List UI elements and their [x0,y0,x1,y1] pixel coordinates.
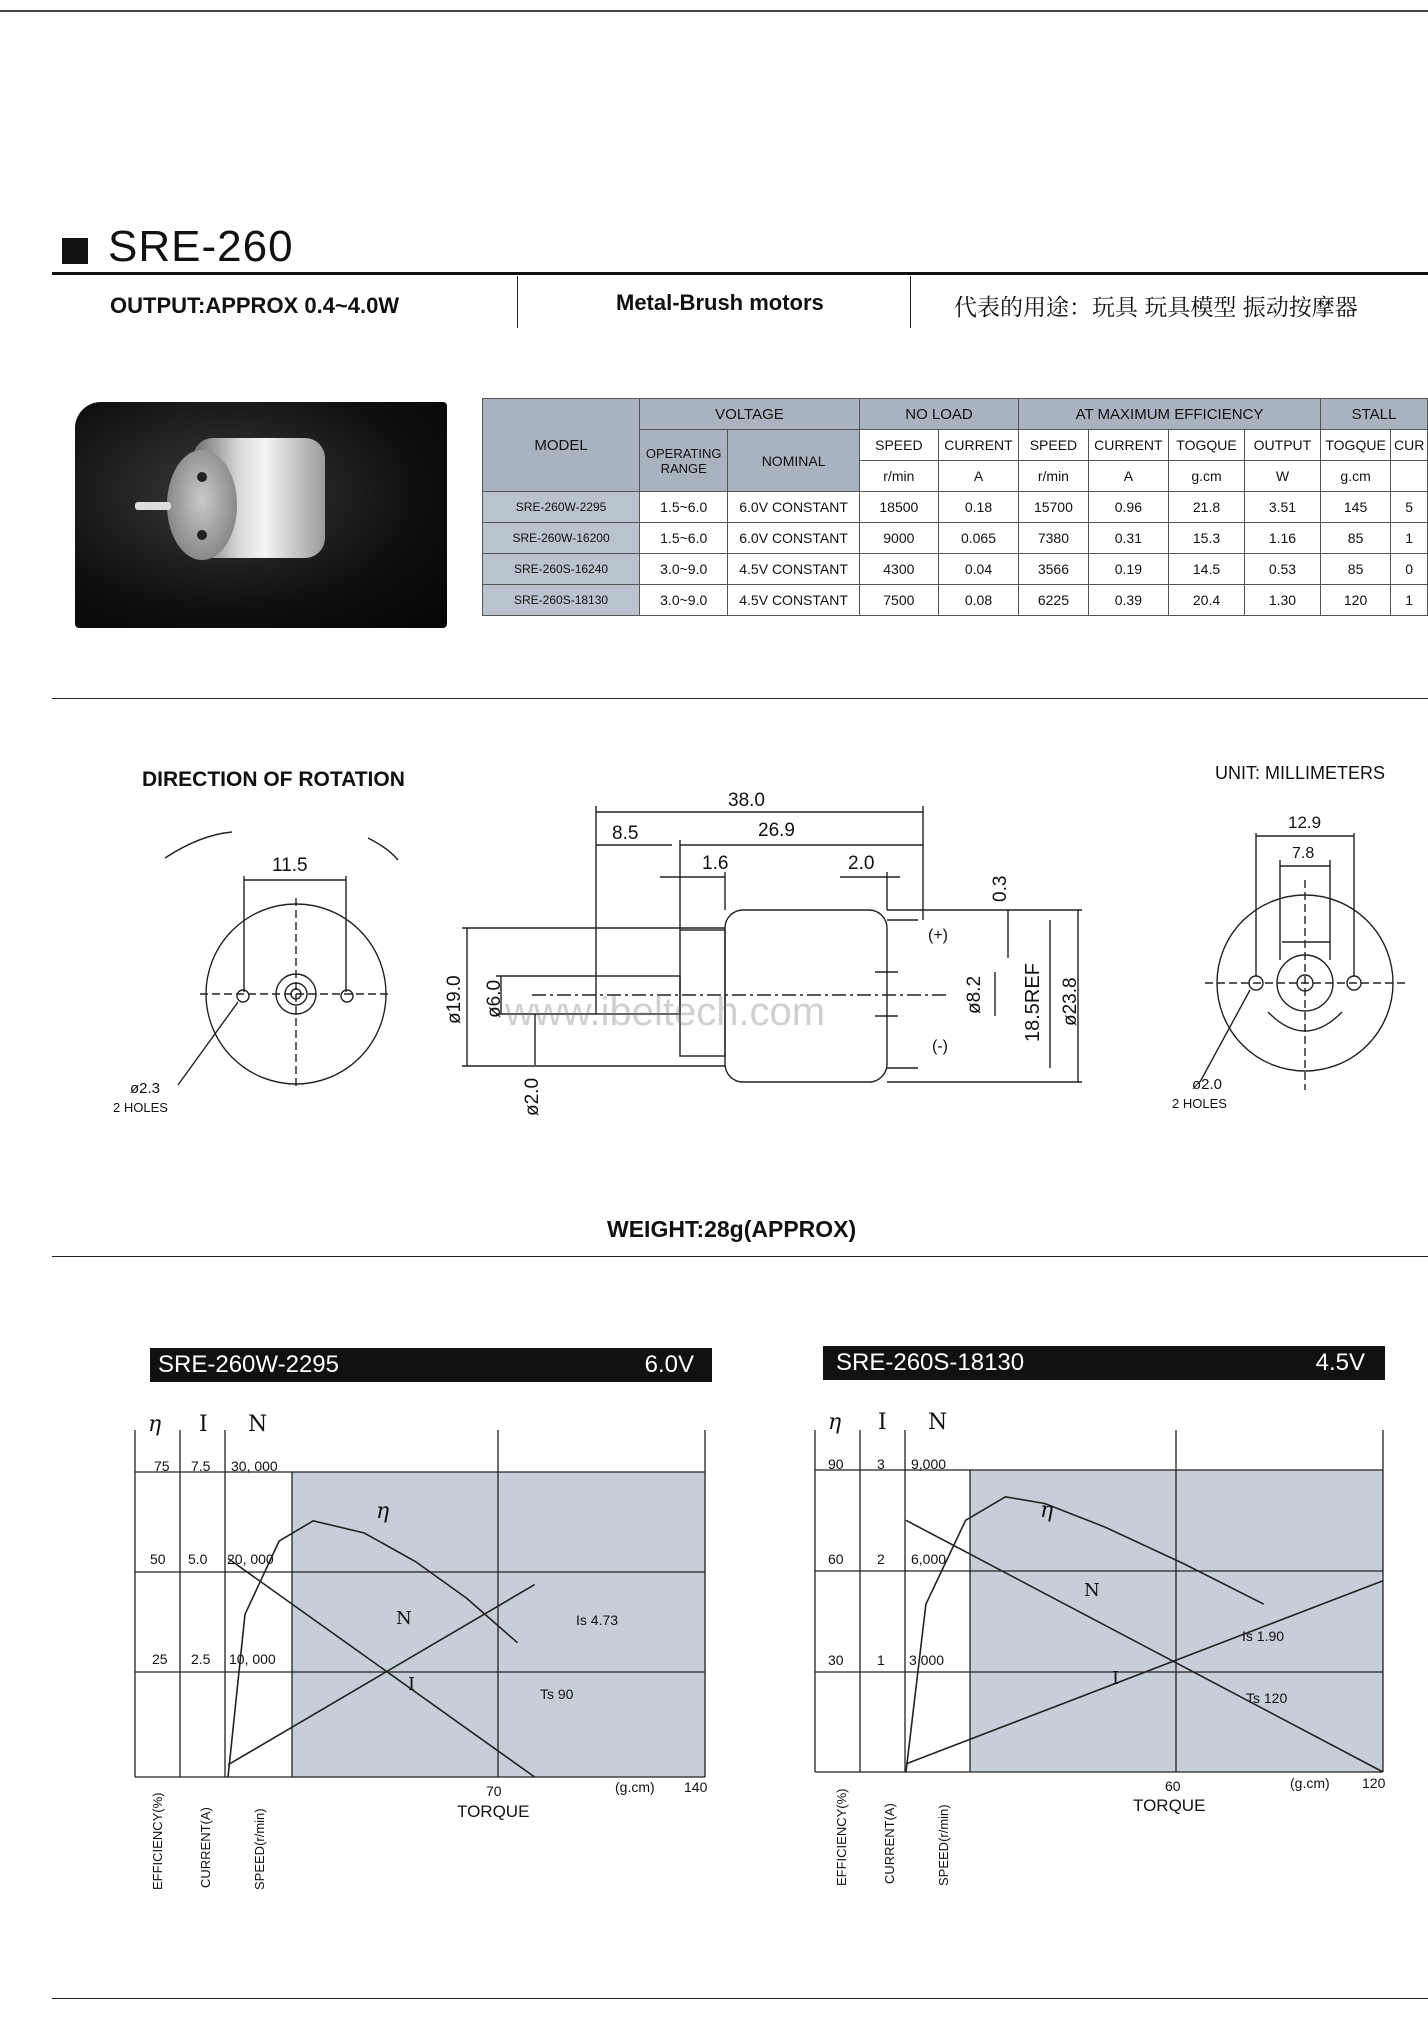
value-cell: 15.3 [1169,523,1245,554]
unit-cell: g.cm [1320,461,1390,492]
value-cell: 0.08 [938,585,1018,616]
weight-label: WEIGHT:28g(APPROX) [607,1216,857,1242]
chart-1-n-symbol: N [248,1412,268,1437]
chart-2-is-label: Is 1.90 [1242,1628,1285,1644]
chart-2-eta-symbol: η [828,1410,842,1435]
model-cell: SRE-260S-18130 [483,585,640,616]
cur-tick: 2 [877,1551,885,1567]
chart-1-voltage: 6.0V [644,1351,694,1378]
st-current-header: CUR [1391,430,1428,461]
chart-1-ts-label: Ts 90 [540,1686,574,1702]
chart-2-n-label: N [1084,1580,1100,1601]
dim-11-5: 11.5 [272,855,308,876]
value-cell: 15700 [1019,492,1089,523]
chart-1-eta-symbol: η [148,1412,162,1437]
unit-cell: A [1088,461,1168,492]
range-cell: 1.5~6.0 [640,523,728,554]
value-cell: 1.30 [1245,585,1321,616]
value-cell: 0.31 [1088,523,1168,554]
value-cell: 3566 [1019,554,1089,585]
chart-1-plot [130,1420,720,1790]
dim-8-2: ø8.2 [964,975,985,1014]
chart-2-i-label: I [1112,1668,1120,1689]
unit-cell: r/min [1019,461,1089,492]
chart-1-x-unit: (g.cm) [615,1779,655,1795]
spd-tick: 20, 000 [227,1551,274,1567]
value-cell: 0.18 [938,492,1018,523]
value-cell: 85 [1320,523,1390,554]
dim-19: ø19.0 [444,975,465,1024]
chart-1-is-label: Is 4.73 [576,1612,619,1628]
value-cell: 9000 [859,523,938,554]
max-eff-header: AT MAXIMUM EFFICIENCY [1019,399,1321,430]
st-torque-header: TOGQUE [1320,430,1390,461]
value-cell: 21.8 [1169,492,1245,523]
chart-2-cur-axis-name: CURRENT(A) [882,1803,897,1884]
rotation-arc [165,832,232,858]
unit-cell: r/min [859,461,938,492]
value-cell: 1 [1391,523,1428,554]
value-cell: 1 [1391,585,1428,616]
me-current-header: CURRENT [1088,430,1168,461]
cur-tick: 7.5 [191,1458,211,1474]
chart-2-title: SRE-260S-18130 [836,1349,1025,1376]
dim-2-0-vertical: ø2.0 [522,1077,543,1116]
model-cell: SRE-260S-16240 [483,554,640,585]
nl-speed-header: SPEED [859,430,938,461]
value-cell: 14.5 [1169,554,1245,585]
chart-1-title: SRE-260W-2295 [158,1351,339,1378]
terminal-minus: (-) [932,1038,948,1055]
value-cell: 85 [1320,554,1390,585]
chart-1-eff-axis-name: EFFICIENCY(%) [150,1792,165,1890]
eff-tick: 50 [150,1551,166,1567]
cur-tick: 3 [877,1456,885,1472]
value-cell: 145 [1320,492,1390,523]
eff-tick: 75 [154,1458,170,1474]
terminal-plus: (+) [928,927,948,944]
dim-7-8: 7.8 [1292,845,1315,862]
model-header: MODEL [483,399,640,492]
hole-dia-left: ø2.3 [130,1080,161,1097]
chart-1-x-max: 140 [684,1779,708,1795]
dim-0-3: 0.3 [990,875,1011,902]
chart-2-x-unit: (g.cm) [1290,1775,1330,1791]
chart-1-eta-label: η [376,1499,390,1524]
value-cell: 20.4 [1169,585,1245,616]
rotation-label: DIRECTION OF ROTATION [142,768,405,791]
spd-tick: 9,000 [911,1456,947,1472]
me-output-header: OUTPUT [1245,430,1321,461]
range-cell: 3.0~9.0 [640,554,728,585]
dim-23-8: ø23.8 [1060,977,1081,1026]
eff-tick: 60 [828,1551,844,1567]
chart-2-n-symbol: N [928,1410,948,1435]
chart-1-x-mid: 70 [486,1783,502,1799]
value-cell: 120 [1320,585,1390,616]
section-rule [52,1256,1428,1257]
page-title: SRE-260 [108,222,294,271]
dim-6: ø6.0 [484,979,505,1018]
model-cell: SRE-260W-16200 [483,523,640,554]
two-holes-left: 2 HOLES [113,1100,168,1115]
spd-tick: 6,000 [911,1551,947,1567]
hole-dia-right: ø2.0 [1192,1076,1223,1093]
value-cell: 0.19 [1088,554,1168,585]
chart-1-n-label: N [396,1608,412,1629]
eff-tick: 30 [828,1652,844,1668]
nominal-cell: 6.0V CONSTANT [728,492,860,523]
chart-2-i-symbol: I [878,1410,887,1435]
spd-tick: 30, 000 [231,1458,278,1474]
dim-8-5: 8.5 [612,823,639,844]
cur-tick: 2.5 [191,1651,211,1667]
spd-tick: 10, 000 [229,1651,276,1667]
value-cell: 0.96 [1088,492,1168,523]
dim-1-6: 1.6 [702,853,729,874]
chart-1-cur-axis-name: CURRENT(A) [198,1807,213,1888]
chart-2-eta-label: η [1040,1498,1054,1523]
value-cell: 4300 [859,554,938,585]
unit-cell: g.cm [1169,461,1245,492]
chart-2-x-max: 120 [1362,1775,1386,1791]
voltage-header: VOLTAGE [640,399,860,430]
watermark: www.ibeltech.com [505,990,826,1034]
eff-tick: 90 [828,1456,844,1472]
chart-1-i-symbol: I [199,1412,208,1437]
value-cell: 18500 [859,492,938,523]
motor-type: Metal-Brush motors [616,290,824,315]
rotation-arc [368,838,398,860]
range-cell: 1.5~6.0 [640,492,728,523]
dim-26-9: 26.9 [758,820,795,841]
model-cell: SRE-260W-2295 [483,492,640,523]
usage-text: 代表的用途：玩具 玩具模型 振动按摩器 [954,294,1358,320]
chart-1-xlabel: TORQUE [457,1802,530,1821]
dim-2-0: 2.0 [848,853,875,874]
chart-2-plot [810,1420,1400,1790]
value-cell: 6225 [1019,585,1089,616]
nl-current-header: CURRENT [938,430,1018,461]
nominal-cell: 4.5V CONSTANT [728,585,860,616]
chart-1-i-label: I [408,1674,416,1695]
stall-header: STALL [1320,399,1427,430]
chart-1-header [150,1348,712,1382]
nominal-header: NOMINAL [728,430,860,492]
value-cell: 3.51 [1245,492,1321,523]
range-cell: 3.0~9.0 [640,585,728,616]
dim-12-9: 12.9 [1288,813,1322,832]
unit-label: UNIT: MILLIMETERS [1215,763,1386,783]
cur-tick: 1 [877,1652,885,1668]
me-torque-header: TOGQUE [1169,430,1245,461]
unit-cell: A [938,461,1018,492]
chart-2-voltage: 4.5V [1315,1349,1365,1376]
eff-tick: 25 [152,1651,168,1667]
footer-rule [52,1998,1428,1999]
chart-2-ts-label: Ts 120 [1246,1690,1288,1706]
chart-2-xlabel: TORQUE [1133,1796,1206,1815]
value-cell: 0.065 [938,523,1018,554]
nominal-cell: 4.5V CONSTANT [728,554,860,585]
spd-tick: 3,000 [909,1652,945,1668]
output-range: OUTPUT:APPROX 0.4~4.0W [110,293,400,318]
dim-18-5-ref: 18.5REF [1022,963,1044,1042]
dim-38: 38.0 [728,790,765,811]
value-cell: 7380 [1019,523,1089,554]
value-cell: 0.04 [938,554,1018,585]
operating-range-header: OPERATING RANGE [640,430,728,492]
chart-1-spd-axis-name: SPEED(r/min) [252,1808,267,1890]
two-holes-right: 2 HOLES [1172,1096,1227,1111]
chart-2-x-mid: 60 [1165,1778,1181,1794]
me-speed-header: SPEED [1019,430,1089,461]
cur-tick: 5.0 [188,1551,208,1567]
nominal-cell: 6.0V CONSTANT [728,523,860,554]
no-load-header: NO LOAD [859,399,1018,430]
unit-cell: W [1245,461,1321,492]
value-cell: 0 [1391,554,1428,585]
value-cell: 0.53 [1245,554,1321,585]
chart-2-header [823,1346,1385,1380]
value-cell: 7500 [859,585,938,616]
chart-2-spd-axis-name: SPEED(r/min) [936,1804,951,1886]
value-cell: 0.39 [1088,585,1168,616]
value-cell: 1.16 [1245,523,1321,554]
chart-2-eff-axis-name: EFFICIENCY(%) [834,1788,849,1886]
value-cell: 5 [1391,492,1428,523]
